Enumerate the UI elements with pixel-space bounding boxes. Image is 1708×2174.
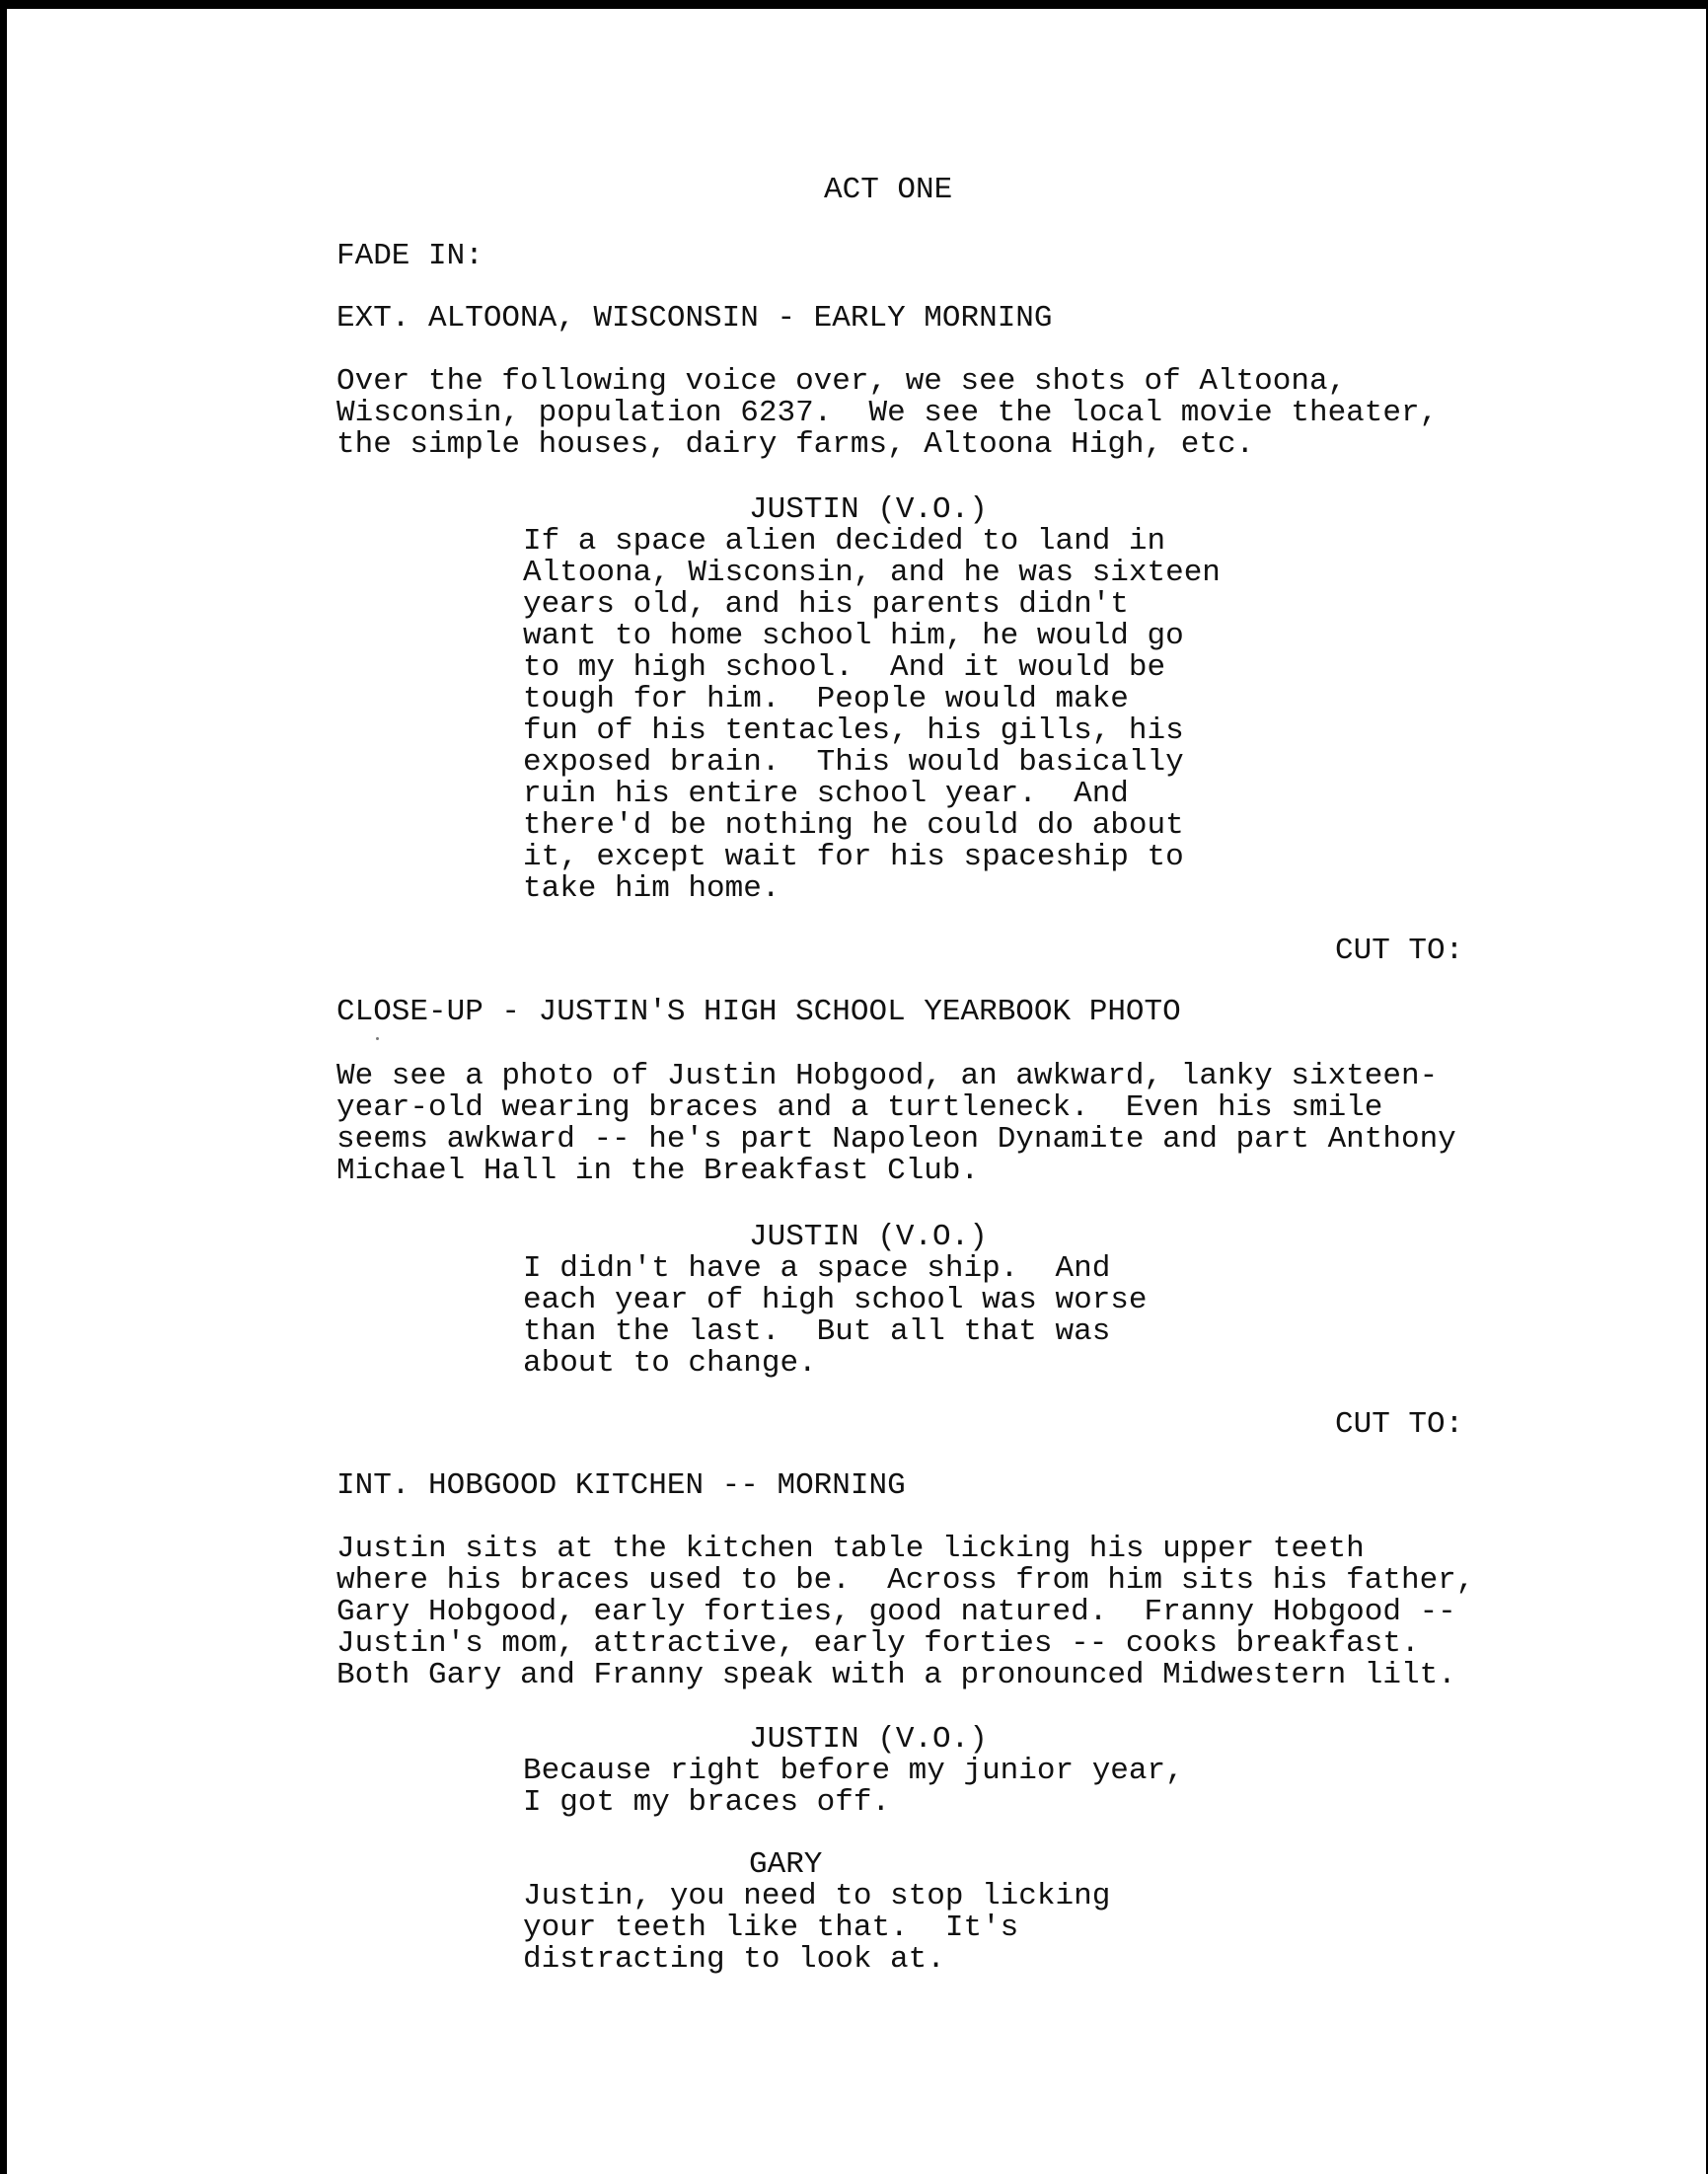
character-1: JUSTIN (V.O.)	[749, 492, 988, 527]
scene-heading-1: EXT. ALTOONA, WISCONSIN - EARLY MORNING	[336, 301, 1053, 336]
transition-1: CUT TO:	[1335, 934, 1464, 968]
scene-heading-2: CLOSE-UP - JUSTIN'S HIGH SCHOOL YEARBOOK PHOTO	[336, 995, 1181, 1029]
page-border-top	[0, 0, 1708, 9]
character-3a: JUSTIN (V.O.)	[749, 1722, 988, 1757]
character-2: JUSTIN (V.O.)	[749, 1220, 988, 1254]
action-2: We see a photo of Justin Hobgood, an awkward, lanky sixteen- year-old wearing braces and a turtleneck. Even his smile seems awkward -- he's part Napoleon Dynamite and part Anthony Michael Hall in the Breakfast Club.	[336, 1059, 1456, 1188]
dialogue-3b: Justin, you need to stop licking your teeth like that. It's distracting to look at.	[523, 1879, 1111, 1977]
scene-heading-3: INT. HOBGOOD KITCHEN -- MORNING	[336, 1468, 906, 1503]
action-1: Over the following voice over, we see shots of Altoona, Wisconsin, population 6237. We see the local movie theater, the simple houses, dairy farms, Altoona High, etc.	[336, 364, 1439, 462]
act-title: ACT ONE	[824, 173, 953, 207]
fade-in: FADE IN:	[336, 239, 483, 273]
action-3: Justin sits at the kitchen table licking his upper teeth where his braces used to be. Across from him sits his father, Gary Hobgood, early forties, good natured. Franny Hobgood -- Justin's mom, attractive, early forties -- cooks breakfast. Both Gary and Franny speak with a pronounced Midwestern lilt.	[336, 1532, 1475, 1692]
transition-2: CUT TO:	[1335, 1407, 1464, 1442]
dialogue-1: If a space alien decided to land in Altoona, Wisconsin, and he was sixteen years old, and his parents didn't want to home school him, he would go to my high school. And it would be tough for him. People would make fun of his tentacles, his gills, his exposed brain. This would basically ruin his entire school year. And there'd be nothing he could do about it, except wait for his spaceship to take him home.	[523, 524, 1221, 906]
page-border-left	[0, 0, 7, 2174]
scan-speck	[376, 1037, 379, 1040]
dialogue-3a: Because right before my junior year, I got my braces off.	[523, 1754, 1184, 1820]
character-3b: GARY	[749, 1847, 823, 1882]
dialogue-2: I didn't have a space ship. And each year of high school was worse than the last. But all that was about to change.	[523, 1251, 1148, 1381]
